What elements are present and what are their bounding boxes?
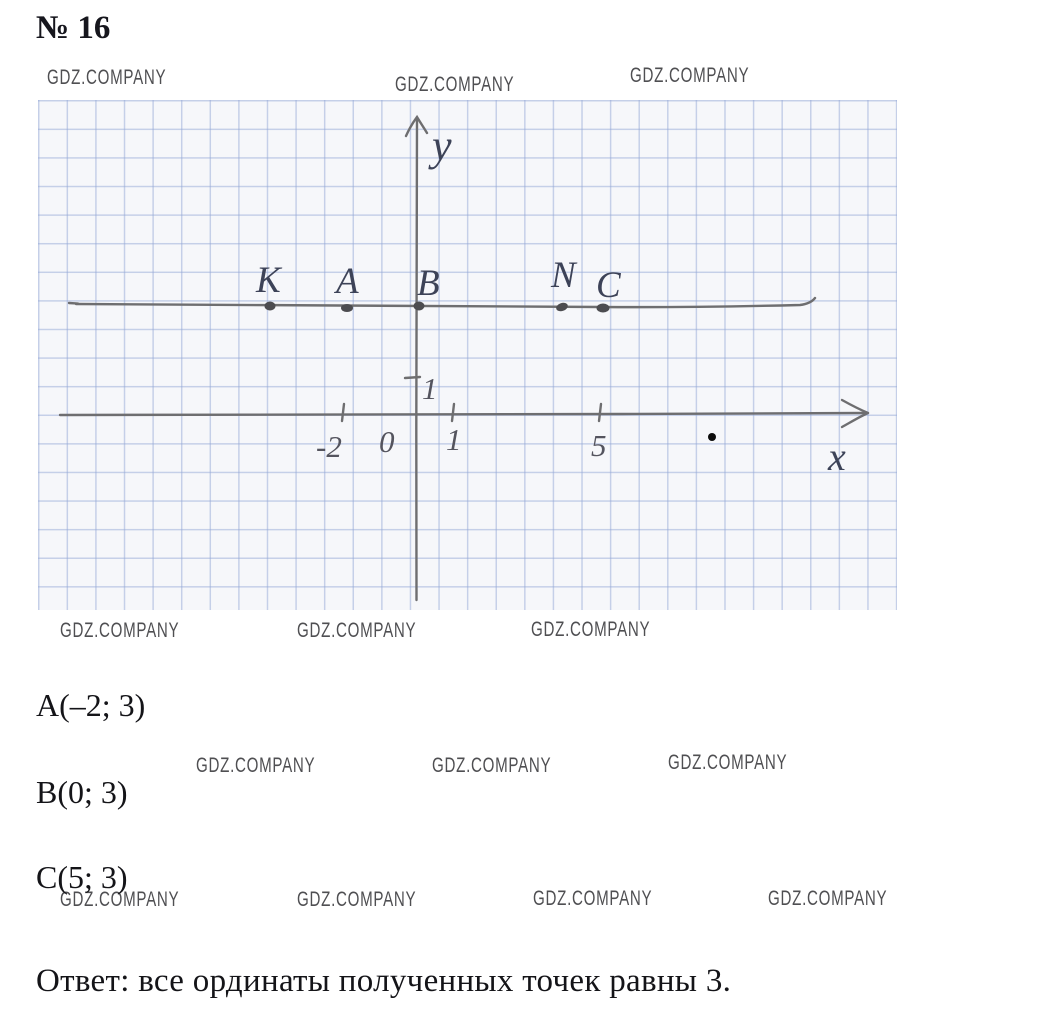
stray-dot [708,433,716,441]
point-label-B: B [417,263,440,304]
x-axis-label: x [828,434,846,479]
y-axis-label: y [432,121,452,170]
x-tick-label-5: 5 [591,428,607,463]
x-tick-label-neg2: -2 [316,429,342,464]
final-answer: Ответ: все ординаты полученных точек равны 3. [36,963,732,999]
point-K [265,302,276,311]
watermark: GDZ.COMPANY [630,64,750,87]
watermark: GDZ.COMPANY [196,754,316,777]
point-label-N: N [551,255,576,296]
watermark: GDZ.COMPANY [432,754,552,777]
watermark: GDZ.COMPANY [297,619,417,642]
answer-point-B: B(0; 3) [36,774,128,810]
x-tick-1 [452,404,454,421]
line-y3 [76,298,815,307]
line-start-dash [69,303,78,304]
x-axis [60,413,864,415]
y-tick-label-1: 1 [422,371,438,406]
watermark: GDZ.COMPANY [668,751,788,774]
watermark: GDZ.COMPANY [47,66,167,89]
point-label-C: C [596,265,621,306]
watermark: GDZ.COMPANY [60,619,180,642]
watermark: GDZ.COMPANY [297,888,417,911]
point-label-A: A [336,261,359,302]
y-tick-1 [405,377,420,378]
point-label-K: K [256,260,281,301]
watermark: GDZ.COMPANY [533,887,653,910]
answer-point-A: A(–2; 3) [36,687,146,723]
point-A [341,304,353,312]
x-tick-neg2 [342,404,344,421]
point-N [555,301,569,312]
problem-number: № 16 [36,10,111,46]
watermark: GDZ.COMPANY [768,887,888,910]
x-tick-5 [599,404,601,421]
watermark: GDZ.COMPANY [531,618,651,641]
y-axis [416,118,417,600]
x-tick-label-1: 1 [446,422,462,457]
watermark: GDZ.COMPANY [60,888,180,911]
watermark: GDZ.COMPANY [395,73,515,96]
answer-point-C: C(5; 3) [36,859,128,895]
x-tick-label-0: 0 [379,424,395,459]
